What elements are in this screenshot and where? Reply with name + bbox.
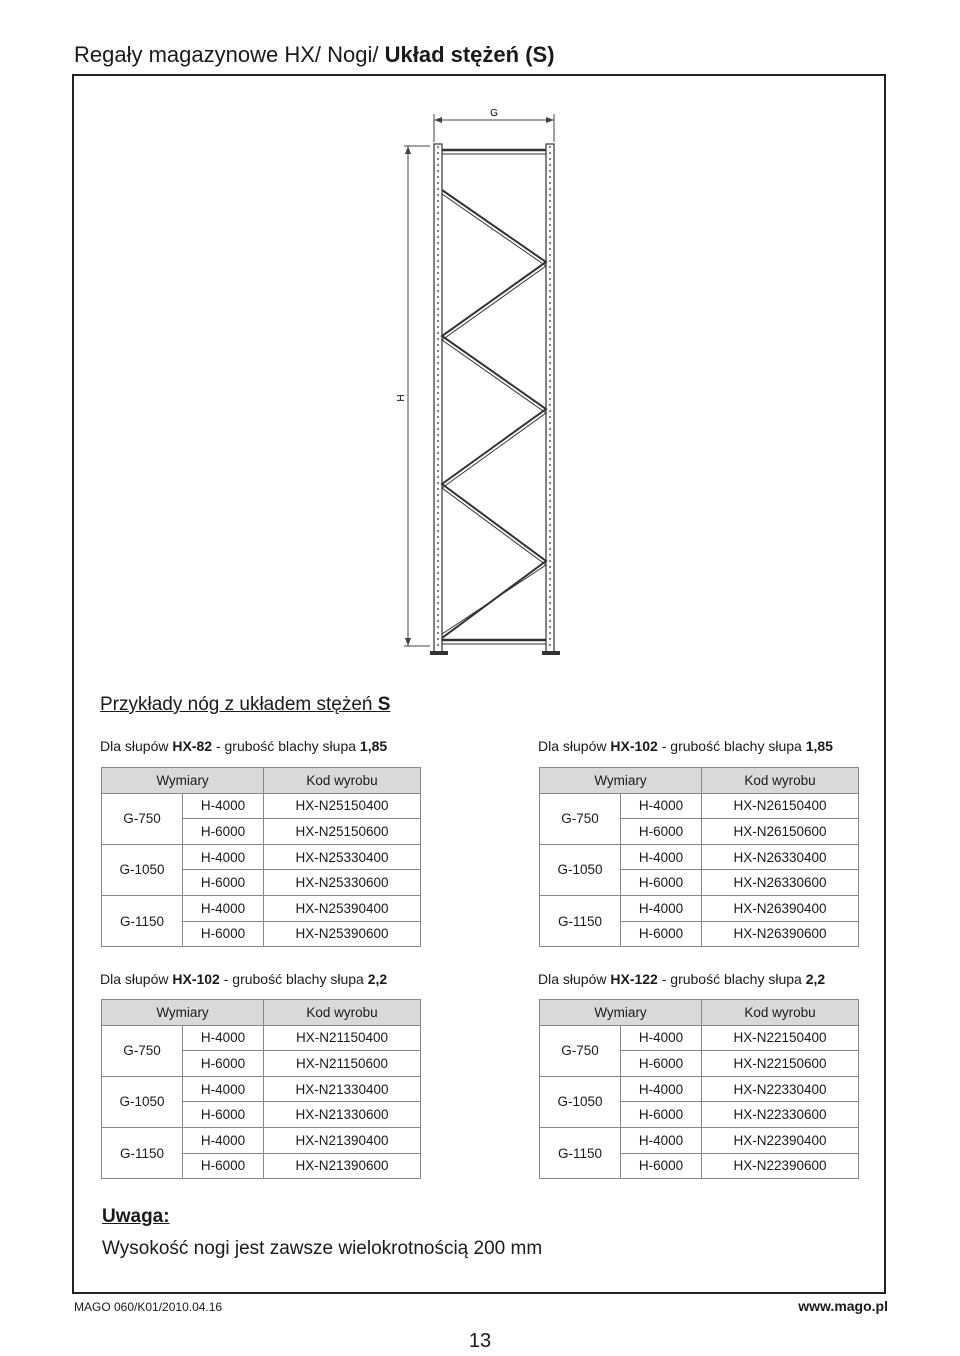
height-cell: H-4000 — [183, 793, 264, 819]
product-code-cell: HX-N21390400 — [264, 1127, 421, 1153]
height-cell: H-4000 — [621, 844, 702, 870]
table-row — [540, 793, 859, 819]
width-cell: G-1050 — [102, 844, 183, 895]
table-row — [102, 1025, 421, 1051]
width-cell: G-1150 — [102, 895, 183, 946]
table-row — [540, 1076, 859, 1102]
height-cell: H-6000 — [183, 1102, 264, 1128]
product-code-cell: HX-N22390600 — [702, 1153, 859, 1179]
header-dimensions: Wymiary — [102, 768, 264, 794]
spec-table — [101, 999, 421, 1179]
height-cell: H-4000 — [621, 1025, 702, 1051]
product-code-cell: HX-N21330600 — [264, 1102, 421, 1128]
product-code-cell: HX-N26390600 — [702, 921, 859, 947]
height-cell: H-4000 — [183, 844, 264, 870]
product-code-cell: HX-N22390400 — [702, 1127, 859, 1153]
note-label: Uwaga: — [102, 1206, 170, 1227]
header-dimensions: Wymiary — [540, 1000, 702, 1026]
height-cell: H-4000 — [621, 793, 702, 819]
table-row — [102, 844, 421, 870]
website-link[interactable]: www.mago.pl — [798, 1298, 888, 1314]
page-title: Regały magazynowe HX/ Nogi/ Układ stężeń (S) — [74, 42, 555, 67]
table-row — [540, 844, 859, 870]
width-cell: G-1150 — [540, 895, 621, 946]
height-cell: H-4000 — [183, 1127, 264, 1153]
height-cell: H-4000 — [183, 895, 264, 921]
table-caption: Dla słupów HX-82 - grubość blachy słupa 1,85 — [100, 738, 388, 754]
height-cell: H-6000 — [621, 1102, 702, 1128]
height-cell: H-4000 — [621, 1127, 702, 1153]
product-code-cell: HX-N22330400 — [702, 1076, 859, 1102]
spec-table — [539, 767, 859, 947]
width-cell: G-750 — [102, 793, 183, 844]
header-product-code: Kod wyrobu — [702, 1000, 859, 1026]
table-row — [102, 793, 421, 819]
product-code-cell: HX-N26150400 — [702, 793, 859, 819]
table-row — [102, 1076, 421, 1102]
table-caption: Dla słupów HX-102 - grubość blachy słupa 1,85 — [538, 738, 833, 754]
width-cell: G-750 — [540, 793, 621, 844]
height-cell: H-6000 — [183, 819, 264, 845]
width-cell: G-1150 — [102, 1127, 183, 1178]
product-code-cell: HX-N26150600 — [702, 819, 859, 845]
product-code-cell: HX-N25390600 — [264, 921, 421, 947]
table-caption: Dla słupów HX-122 - grubość blachy słupa 2,2 — [538, 971, 826, 987]
height-cell: H-4000 — [621, 895, 702, 921]
product-code-cell: HX-N26330400 — [702, 844, 859, 870]
table-row — [540, 1127, 859, 1153]
width-cell: G-1050 — [102, 1076, 183, 1127]
height-cell: H-6000 — [621, 1051, 702, 1077]
product-code-cell: HX-N25330600 — [264, 870, 421, 896]
product-code-cell: HX-N21150400 — [264, 1025, 421, 1051]
product-code-cell: HX-N22150400 — [702, 1025, 859, 1051]
product-code-cell: HX-N25390400 — [264, 895, 421, 921]
height-cell: H-6000 — [621, 921, 702, 947]
height-cell: H-6000 — [621, 1153, 702, 1179]
height-cell: H-6000 — [621, 870, 702, 896]
table-row — [102, 1127, 421, 1153]
width-cell: G-1050 — [540, 844, 621, 895]
width-dimension-label: G — [490, 108, 498, 119]
height-cell: H-4000 — [183, 1076, 264, 1102]
product-code-cell: HX-N22330600 — [702, 1102, 859, 1128]
examples-heading: Przykłady nóg z układem stężeń S — [100, 694, 391, 715]
left-baseplate — [430, 651, 448, 655]
product-code-cell: HX-N21390600 — [264, 1153, 421, 1179]
height-dimension-label: H — [396, 394, 407, 402]
height-cell: H-6000 — [183, 1051, 264, 1077]
table-caption: Dla słupów HX-102 - grubość blachy słupa 2,2 — [100, 971, 388, 987]
right-baseplate — [542, 651, 560, 655]
header-product-code: Kod wyrobu — [264, 768, 421, 794]
diagonal-bracing — [442, 190, 546, 638]
page-number: 13 — [468, 1330, 492, 1352]
table-row — [540, 1025, 859, 1051]
width-cell: G-750 — [540, 1025, 621, 1076]
width-cell: G-1050 — [540, 1076, 621, 1127]
width-cell: G-1150 — [540, 1127, 621, 1178]
header-dimensions: Wymiary — [540, 768, 702, 794]
product-code-cell: HX-N21150600 — [264, 1051, 421, 1077]
height-cell: H-6000 — [183, 921, 264, 947]
height-cell: H-6000 — [183, 870, 264, 896]
product-code-cell: HX-N25150600 — [264, 819, 421, 845]
table-row — [540, 895, 859, 921]
spec-table — [539, 999, 859, 1179]
product-code-cell: HX-N25150400 — [264, 793, 421, 819]
height-cell: H-4000 — [621, 1076, 702, 1102]
product-code-cell: HX-N26390400 — [702, 895, 859, 921]
product-code-cell: HX-N22150600 — [702, 1051, 859, 1077]
header-product-code: Kod wyrobu — [702, 768, 859, 794]
spec-table — [101, 767, 421, 947]
product-code-cell: HX-N25330400 — [264, 844, 421, 870]
height-cell: H-6000 — [183, 1153, 264, 1179]
document-code: MAGO 060/K01/2010.04.16 — [74, 1300, 223, 1314]
product-code-cell: HX-N21330400 — [264, 1076, 421, 1102]
rack-leg-diagram — [396, 106, 576, 666]
height-cell: H-4000 — [183, 1025, 264, 1051]
table-row — [102, 895, 421, 921]
width-cell: G-750 — [102, 1025, 183, 1076]
height-cell: H-6000 — [621, 819, 702, 845]
product-code-cell: HX-N26330600 — [702, 870, 859, 896]
header-product-code: Kod wyrobu — [264, 1000, 421, 1026]
note-text: Wysokość nogi jest zawsze wielokrotnością 200 mm — [102, 1238, 543, 1259]
header-dimensions: Wymiary — [102, 1000, 264, 1026]
